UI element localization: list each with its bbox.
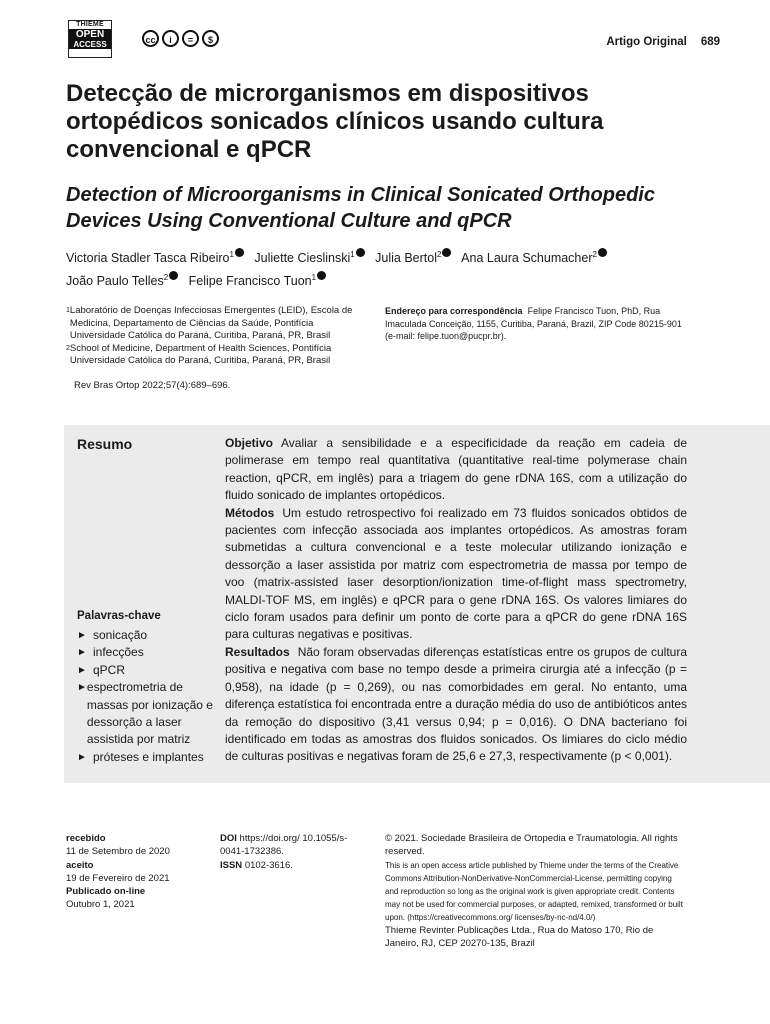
- abstract-objective: Objetivo Avaliar a sensibilidade e a especificidade da reação em cadeia de polimerase em tempo real quantitativa (quantitative real-time polymerase chain reaction, qPCR, em inglês) para a triagem do gene rDNA 16S, com a utilização do fluido sonicado de implantes ortopédicos.: [225, 436, 687, 503]
- author: Felipe Francisco Tuon$^1$: [189, 274, 326, 288]
- keyword: ► espectrometria de massas por ionização e dessorção a laser assistida por matriz: [77, 679, 217, 749]
- keyword: ► sonicação: [77, 627, 217, 644]
- by-icon: i: [162, 30, 179, 47]
- nc-icon: $: [202, 30, 219, 47]
- author: Juliette Cieslinski$^1$: [254, 251, 364, 265]
- affiliation: 1 Laboratório de Doenças Infecciosas Emergentes (LEID), Escola de Medicina, Departamento de Ciências da Saúde, Pontifícia Universidade Católica do Paraná, Curitiba, Paraná, PR, Brasil: [66, 305, 353, 341]
- orcid-icon[interactable]: [442, 248, 451, 257]
- bullet-icon: ►: [77, 682, 87, 694]
- bullet-icon: ►: [77, 630, 87, 641]
- title-english: Detection of Microorganisms in Clinical Sonicated Orthopedic Devices Using Conventional Culture and qPCR: [66, 184, 655, 232]
- bullet-icon: ►: [77, 647, 87, 659]
- logo-line2: OPEN: [69, 29, 111, 40]
- doi-block: DOI https://doi.org/ 10.1055/s-0041-1732386. ISSN 0102-3616.: [220, 833, 348, 871]
- title-portuguese: Detecção de microrganismos em dispositivos ortopédicos sonicados clínicos usando cultura convencional e qPCR: [66, 80, 604, 163]
- affiliation: 2 School of Medicine, Department of Health Sciences, Pontifícia Universidade Católica do Paraná, Curitiba, Paraná, PR, Brasil: [66, 342, 332, 366]
- orcid-icon[interactable]: [317, 271, 326, 280]
- abstract-methods: Métodos Um estudo retrospectivo foi realizado em 73 fluidos sonicados obtidos de pacientes com infecção associada aos implantes ortopédicos. As amostras foram submetidas a cultura convencional e a teste molecular utilizando ionização e dessorção a laser assistida por matriz com espectrometria de massa por tempo de voo (matrix-assisted laser desorption/ionization time-of-flight mass spectrometry, MALDI-TOF MS, em inglês) e qPCR para o gene rDNA 16S. Os valores limiares do ciclo foram usados para definir um ponto de corte para a qPCR do gene rDNA 16S para culturas negativas e positivas.: [225, 505, 687, 642]
- thieme-open-access-logo: [68, 20, 112, 58]
- keyword: ► qPCR: [77, 662, 217, 679]
- author-list: [66, 245, 706, 291]
- citation: Rev Bras Ortop 2022;57(4):689–696.: [74, 380, 231, 391]
- orcid-icon[interactable]: [235, 248, 244, 257]
- doi-link[interactable]: https://doi.org/ 10.1055/s-0041-1732386.: [220, 833, 348, 858]
- orcid-icon[interactable]: [356, 248, 365, 257]
- section-label: Artigo Original: [606, 36, 687, 48]
- running-header: [606, 36, 720, 48]
- keywords-heading: Palavras-chave: [77, 610, 161, 622]
- correspondence-text: Felipe Francisco Tuon, PhD, Rua Imaculada Conceição, 1155, Curitiba, Paraná, Brazil, ZIP Code 80215-901 (e-mail: felipe.tuon@pucpr.br).: [385, 306, 682, 341]
- copyright-block: © 2021. Sociedade Brasileira de Ortopedia e Traumatologia. All rights reserved. This is an open access article published by Thieme under the terms of the Creative Commons Attribution-NonDerivative-NonCommercial-License, permitting copying and reproduction so long as the original work is given appropriate credit. Contents may not be used for commercial purposes, or adapted, remixed, transformed or built upon. (https://creativecommons.org/ licenses/by-nc-nd/4.0/) Thieme Revinter Publicações Ltda., Rua do Matoso 170, Rio de Janeiro, RJ, CEP 20270-135, Brazil: [385, 833, 683, 949]
- correspondence: [385, 305, 685, 343]
- keyword: ► próteses e implantes: [77, 749, 217, 766]
- keyword: ► infecções: [77, 644, 217, 661]
- nd-icon: =: [182, 30, 199, 47]
- keywords-list: [77, 627, 217, 766]
- page-number: 689: [700, 36, 720, 48]
- abstract-results: Resultados Não foram observadas diferenças estatísticas entre os grupos de cultura positiva e negativa com base no tempo desde a primeira cirurgia até a infecção (p = 0,958), na idade (p = 0,269), ou nas comorbidades em geral. No entanto, uma diferença estatística foi encontrada entre a duração média do uso de antibióticos antes da remoção do dispositivo (3,41 versus 0,94; p = 0,016). O DNA bacteriano foi identificado em todas as amostras dos fluidos sonicados. Os limiares do ciclo médio de culturas positivas e negativas foram de 25,6 e 27,3, respectivamente (p < 0,001).: [225, 644, 687, 764]
- author: Julia Bertol$^2$: [375, 251, 451, 265]
- orcid-icon[interactable]: [598, 248, 607, 257]
- dates-block: recebido 11 de Setembro de 2020 aceito 19 de Fevereiro de 2021 Publicado on-line Outubro 1, 2021: [66, 833, 170, 911]
- author: Ana Laura Schumacher$^2$: [461, 251, 607, 265]
- author: João Paulo Telles$^2$: [66, 274, 178, 288]
- orcid-icon[interactable]: [169, 271, 178, 280]
- logo-line3: ACCESS: [69, 40, 111, 49]
- logo-line1: THIEME: [76, 21, 104, 28]
- cc-icon: cc: [142, 30, 159, 47]
- affiliations: [66, 305, 366, 368]
- bullet-icon: ►: [77, 751, 87, 763]
- author: Victoria Stadler Tasca Ribeiro$^1$: [66, 251, 244, 265]
- abstract-heading: Resumo: [77, 436, 133, 452]
- correspondence-label: Endereço para correspondência: [385, 306, 523, 316]
- abstract-body: [225, 435, 687, 766]
- license-icons: [142, 30, 222, 48]
- bullet-icon: ►: [77, 664, 87, 676]
